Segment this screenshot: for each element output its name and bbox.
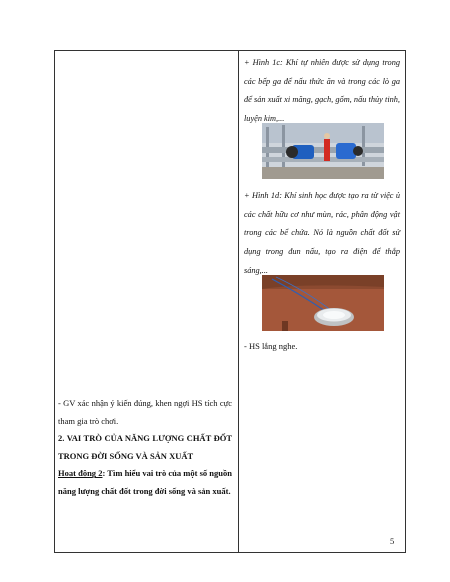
activity-label: Hoạt động 2: [58, 468, 103, 479]
left-column-texts: [58, 395, 232, 501]
teacher-confirmation-text: - GV xác nhận ý kiến đúng, khen ngợi HS tích cực tham gia trò chơi.: [58, 398, 232, 426]
figure-1c-description: + Hình 1c: Khí tự nhiên được sử dụng trong các bếp ga để nấu thức ăn và trong các lò ga để sản xuất xi măng, gạch, gốm, nấu thủy tinh, luyện kim,...: [244, 58, 400, 124]
page-number: 5: [390, 536, 395, 546]
activity-description: : Tìm hiểu vai trò của một số nguồn năng lượng chất đốt trong đời sống và sản xuất.: [58, 468, 232, 496]
teacher-activity-column: [58, 51, 234, 552]
column-divider: [238, 51, 239, 552]
figure-1d-description: + Hình 1d: Khí sinh học được tạo ra từ việc ủ các chất hữu cơ như mùn, rác, phân động vật trong các bể chứa. Nó là nguồn chất đốt sử dụng trong đun nấu, tạo ra điện để thắp sáng,...: [244, 191, 400, 275]
biogas-tank-photo: [262, 275, 384, 331]
section-heading: 2. VAI TRÒ CỦA NĂNG LƯỢNG CHẤT ĐỐT TRONG ĐỜI SỐNG VÀ SẢN XUẤT: [58, 433, 232, 461]
activity-paragraph: [58, 465, 232, 500]
natural-gas-plant-photo: [262, 123, 384, 179]
student-listening-text: - HS lắng nghe.: [244, 341, 298, 351]
student-activity-column: [244, 51, 402, 552]
lesson-table: [54, 50, 406, 553]
